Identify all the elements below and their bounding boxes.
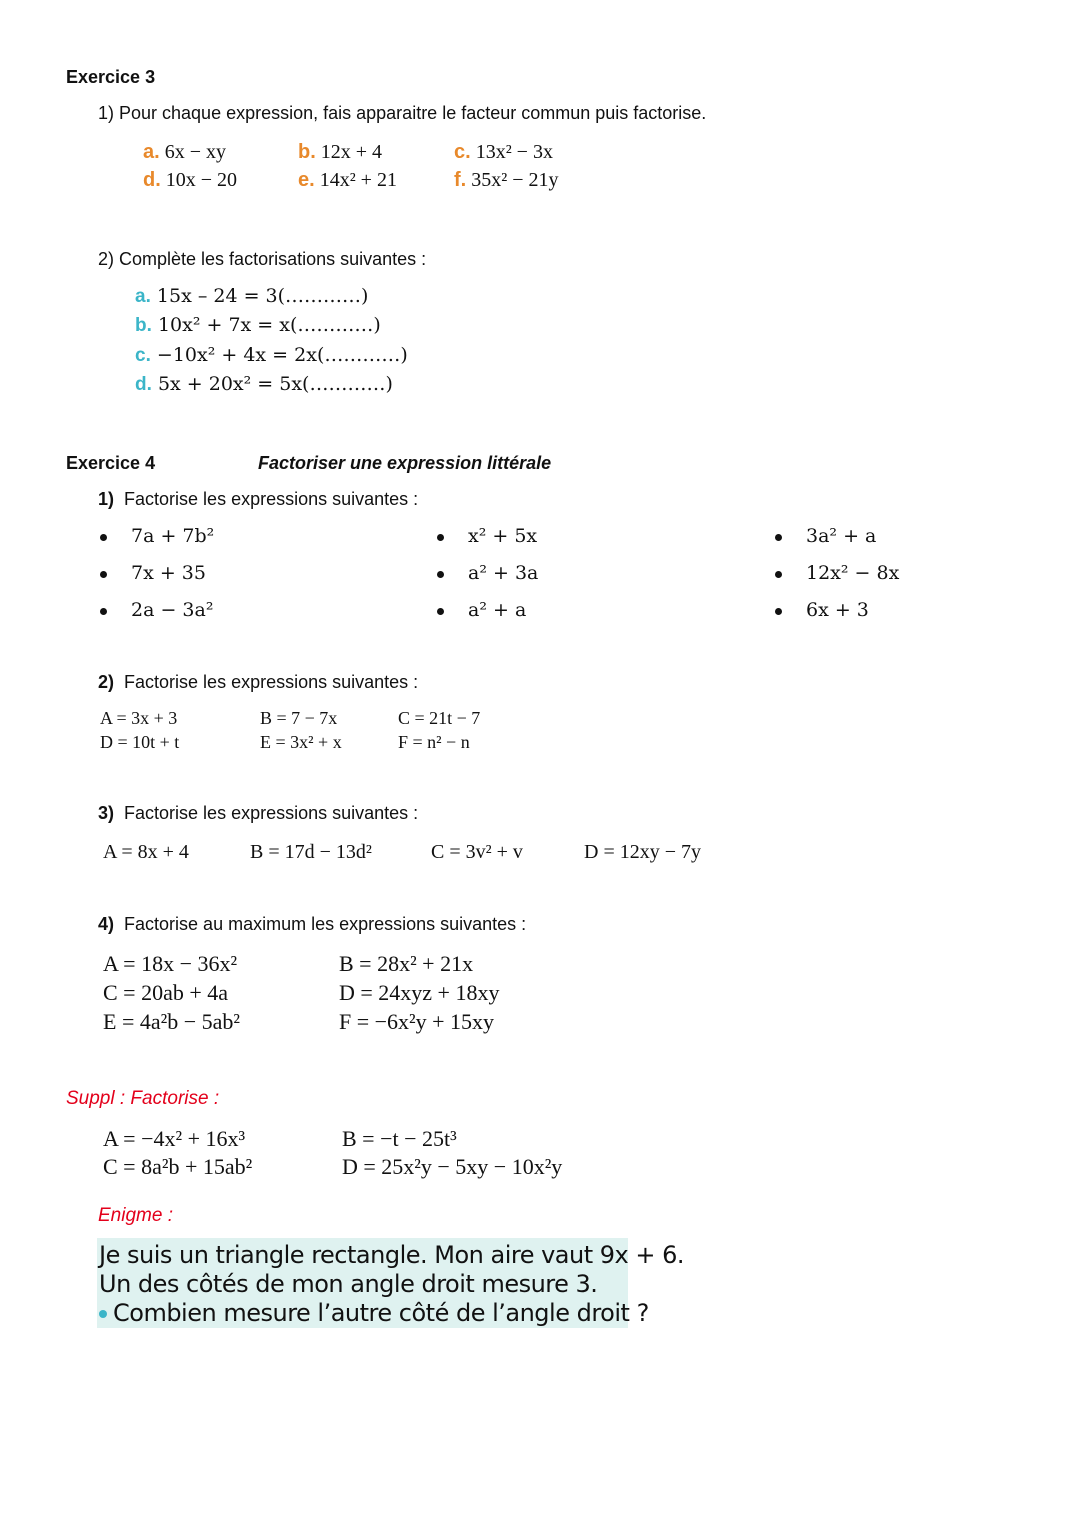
suppl-item: B = −t − 25t³ [342,1126,457,1151]
exercise-4-subtitle: Factoriser une expression littérale [258,453,552,473]
suppl-item: D = 25x²y − 5xy − 10x²y [342,1154,563,1179]
bullet-icon [100,534,107,541]
ex4-q1-item: 6x + 3 [806,599,869,621]
ex4-q4-item: B = 28x² + 21x [339,951,474,976]
bullet-icon [437,608,444,615]
ex4-q2-item: A = 3x + 3 [100,708,178,728]
ex4-q1-item: 7a + 7b² [131,525,215,547]
ex4-q1-item: a² + a [468,599,527,621]
ex3-q1-item: f. 35x² − 21y [454,169,559,191]
ex4-q3-prompt: 3) Factorise les expressions suivantes : [98,803,419,823]
ex4-q3-item: B = 17d − 13d² [250,841,372,863]
ex4-q3-item: C = 3v² + v [431,841,523,863]
ex4-q2-item: C = 21t − 7 [398,708,481,728]
ex4-q1-item: 3a² + a [806,525,877,547]
enigme-question: Combien mesure l’autre côté de l’angle droit ? [99,1301,649,1325]
bullet-icon [775,608,782,615]
exercise-3-title: Exercice 3 [66,67,156,87]
bullet-icon [100,608,107,615]
ex4-q2-item: F = n² − n [398,732,470,752]
enigme-title: Enigme : [98,1205,173,1226]
ex4-q1-item: a² + 3a [468,562,539,584]
suppl-item: A = −4x² + 16x³ [103,1126,246,1151]
ex4-q1-item: 2a − 3a² [131,599,214,621]
ex3-q2-item: a. 15x – 24 = 3(…………) [135,285,369,307]
ex3-q1-item: b. 12x + 4 [298,141,383,163]
ex3-q1-item: e. 14x² + 21 [298,169,397,191]
enigme-box [97,1238,684,1328]
bullet-icon [437,534,444,541]
ex3-q1-item: c. 13x² − 3x [454,141,553,163]
bullet-icon [437,571,444,578]
bullet-icon [100,571,107,578]
bullet-icon [775,571,782,578]
ex4-q4-item: A = 18x − 36x² [103,951,238,976]
ex3-q1-item: d. 10x − 20 [143,169,238,191]
ex4-q4-item: F = −6x²y + 15xy [339,1009,495,1034]
ex3-q1-prompt: 1) Pour chaque expression, fais apparaitre le facteur commun puis factorise. [98,103,707,123]
ex4-q3-item: D = 12xy − 7y [584,841,702,863]
ex4-q4-prompt: 4) Factorise au maximum les expressions suivantes : [98,914,527,934]
ex3-q2-item: d. 5x + 20x² = 5x(…………) [135,373,393,395]
ex4-q4-item: D = 24xyz + 18xy [339,980,500,1005]
ex3-q2-item: b. 10x² + 7x = x(…………) [135,314,381,336]
exercise-4-title: Exercice 4 [66,453,156,473]
ex3-q2-prompt: 2) Complète les factorisations suivantes : [98,249,427,269]
ex4-q2-prompt: 2) Factorise les expressions suivantes : [98,672,419,692]
ex4-q1-prompt: 1) Factorise les expressions suivantes : [98,489,419,509]
suppl-title: Suppl : Factorise : [66,1088,220,1109]
ex4-q1-item: x² + 5x [468,525,538,547]
ex4-q3-item: A = 8x + 4 [103,841,189,863]
bullet-icon [99,1310,107,1318]
ex3-q2-item: c. −10x² + 4x = 2x(…………) [135,344,408,366]
ex4-q2-item: E = 3x² + x [260,732,342,752]
enigme-line: Un des côtés de mon angle droit mesure 3. [99,1270,598,1298]
bullet-icon [775,534,782,541]
ex4-q2-item: D = 10t + t [100,732,180,752]
ex4-q1-item: 12x² − 8x [806,562,900,584]
ex4-q4-item: E = 4a²b − 5ab² [103,1009,240,1034]
ex4-q2-item: B = 7 − 7x [260,708,338,728]
enigme-line: Je suis un triangle rectangle. Mon aire vaut 9x + 6. [99,1241,684,1269]
ex4-q1-item: 7x + 35 [131,562,206,584]
suppl-item: C = 8a²b + 15ab² [103,1154,253,1179]
ex3-q1-item: a. 6x − xy [143,141,226,163]
ex4-q4-item: C = 20ab + 4a [103,980,229,1005]
